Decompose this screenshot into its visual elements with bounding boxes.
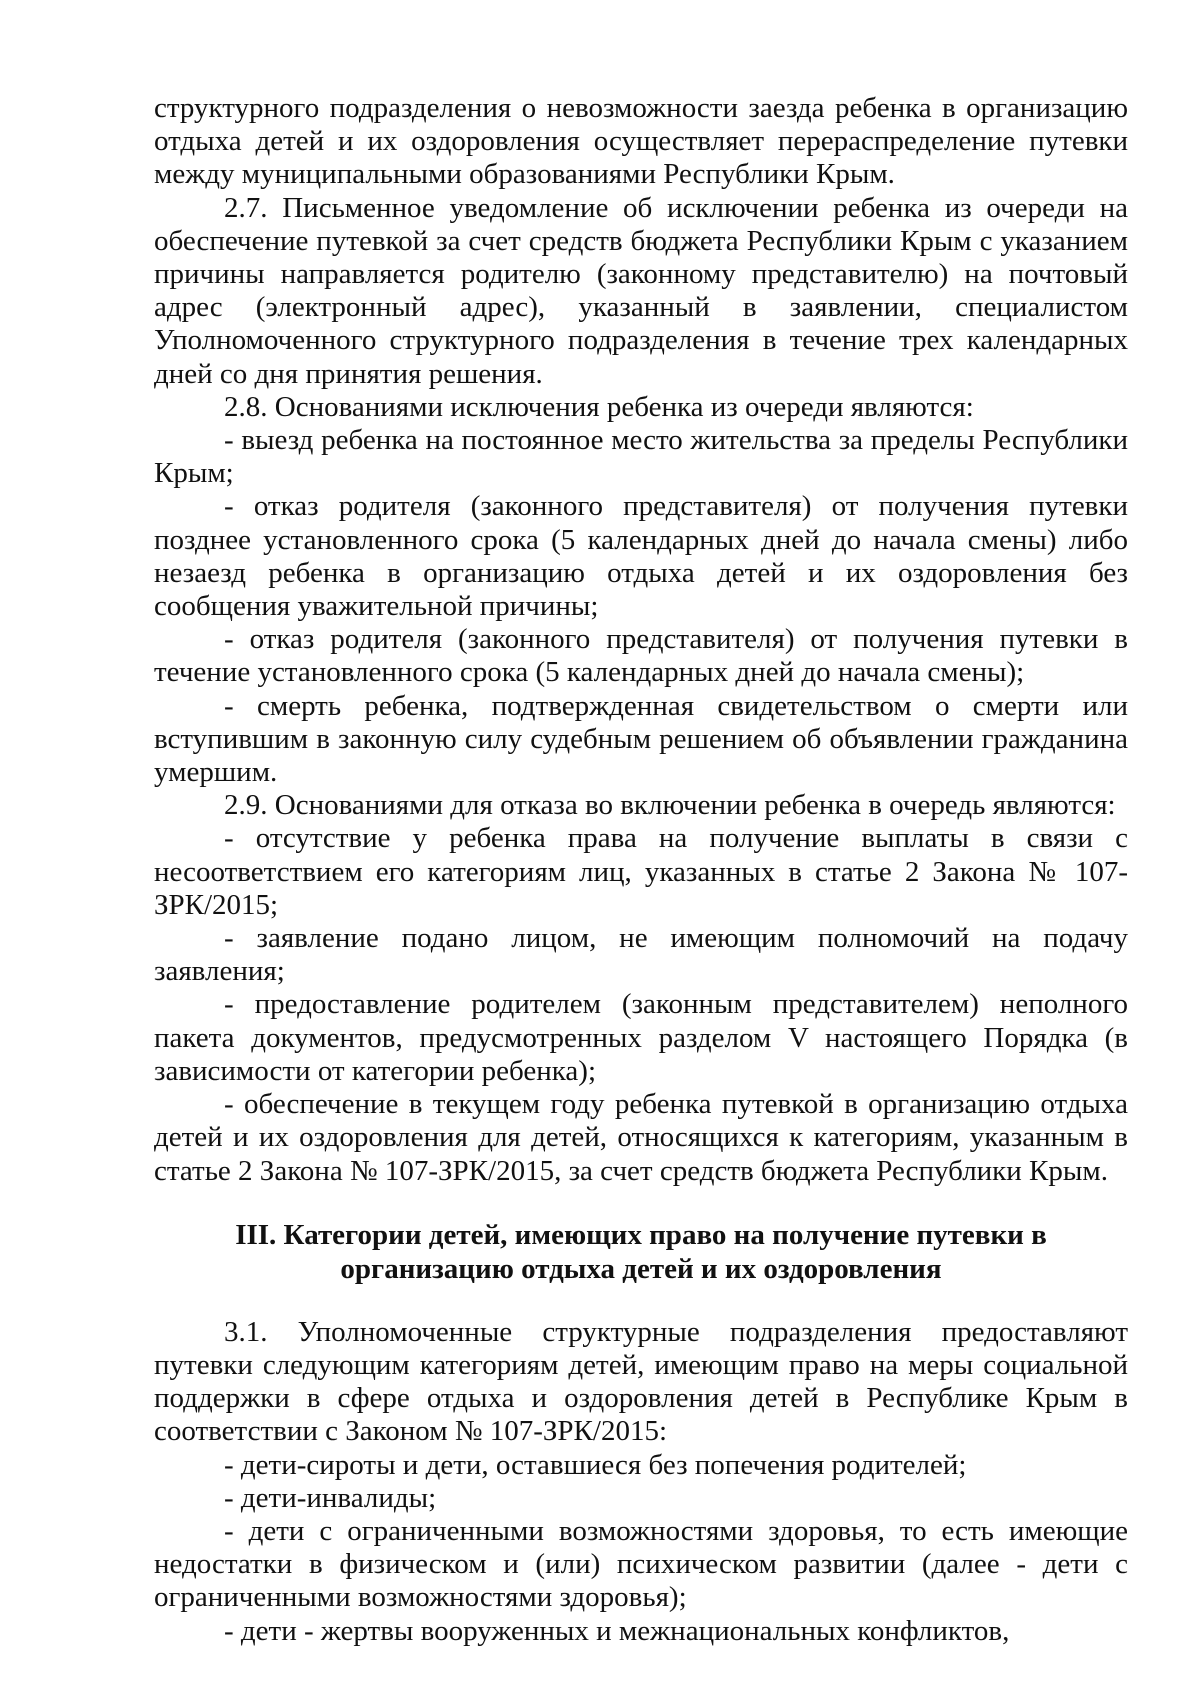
list-item-3-1-c: - дети с ограниченными возможностями здоровья, то есть имеющие недостатки в физическом и (или) психическом развитии (далее - дети с ограниченными возможностями здоровья);	[154, 1514, 1128, 1614]
document-page	[154, 92, 1128, 1648]
paragraph-2-9: 2.9. Основаниями для отказа во включении ребенка в очередь являются:	[224, 789, 1116, 822]
paragraph-2-8: 2.8. Основаниями исключения ребенка из очереди являются:	[224, 390, 974, 423]
list-item-3-1-d: - дети - жертвы вооруженных и межнациональных конфликтов,	[224, 1614, 1010, 1647]
list-item-2-9-b: - заявление подано лицом, не имеющим полномочий на подачу заявления;	[154, 922, 1128, 988]
list-item-2-8-a: - выезд ребенка на постоянное место жительства за пределы Республики Крым;	[154, 424, 1128, 490]
list-item-3-1-b: - дети-инвалиды;	[224, 1481, 437, 1514]
paragraph-3-1: 3.1. Уполномоченные структурные подразделения предоставляют путевки следующим категориям детей, имеющим право на меры социальной поддержки в сфере отдыха и оздоровления детей в Республике Крым в соответствии с Законом № 107-ЗРК/2015:	[154, 1315, 1128, 1448]
list-item-3-1-a: - дети-сироты и дети, оставшиеся без попечения родителей;	[224, 1448, 967, 1481]
list-item-2-8-b: - отказ родителя (законного представителя) от получения путевки позднее установленного срока (5 календарных дней до начала смены) либо незаезд ребенка в организацию отдыха детей и их оздоровления без сообщения уважительной причины;	[154, 490, 1128, 623]
paragraph-2-7: 2.7. Письменное уведомление об исключении ребенка из очереди на обеспечение путевкой за счет средств бюджета Республики Крым с указанием причины направляется родителю (законному представителю) на почтовый адрес (электронный адрес), указанный в заявлении, специалистом Уполномоченного структурного подразделения в течение трех календарных дней со дня принятия решения.	[154, 191, 1128, 390]
list-item-2-8-c: - отказ родителя (законного представителя) от получения путевки в течение установленного срока (5 календарных дней до начала смены);	[154, 623, 1128, 689]
list-item-2-9-a: - отсутствие у ребенка права на получение выплаты в связи с несоответствием его категориям лиц, указанных в статье 2 Закона № 107-ЗРК/2015;	[154, 822, 1128, 921]
list-item-2-9-c: - предоставление родителем (законным представителем) неполного пакета документов, предусмотренных разделом V настоящего Порядка (в зависимости от категории ребенка);	[154, 988, 1128, 1087]
paragraph-continuation: структурного подразделения о невозможности заезда ребенка в организацию отдыха детей и их оздоровления осуществляет перераспределение путевки между муниципальными образованиями Республики Крым.	[154, 92, 1128, 191]
list-item-2-9-d: - обеспечение в текущем году ребенка путевкой в организацию отдыха детей и их оздоровления для детей, относящихся к категориям, указанным в статье 2 Закона № 107-ЗРК/2015, за счет средств бюджета Республики Крым.	[154, 1088, 1128, 1187]
section-heading: III. Категории детей, имеющих право на получение путевки в организацию отдыха детей и их оздоровления	[235, 1218, 1047, 1285]
list-item-2-8-d: - смерть ребенка, подтвержденная свидетельством о смерти или вступившим в законную силу судебным решением об объявлении гражданина умершим.	[154, 689, 1128, 789]
